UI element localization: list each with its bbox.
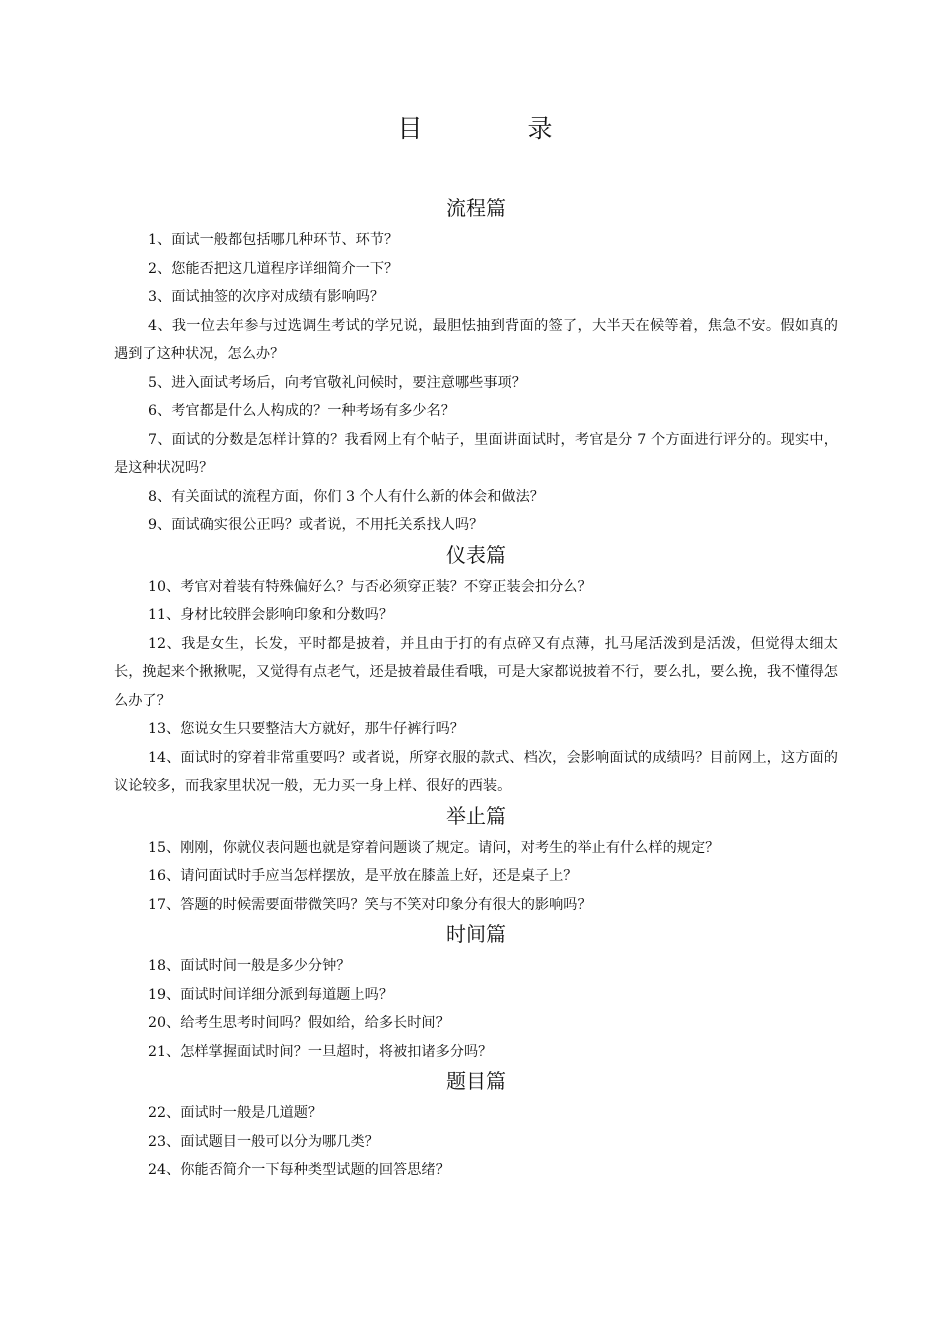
section-heading: 题目篇	[446, 1069, 506, 1093]
toc-item: 22、面试时一般是几道题？	[148, 1105, 323, 1121]
toc-item: 7、面试的分数是怎样计算的？我看网上有个帖子，里面讲面试时，考官是分 7 个方面进行评分的。现实中，是这种状况吗？	[114, 431, 838, 476]
section-appearance	[114, 540, 838, 801]
toc-item: 8、有关面试的流程方面，你们 3 个人有什么新的体会和做法？	[148, 488, 544, 505]
section-process	[114, 193, 838, 540]
toc-item: 6、考官都是什么人构成的？一种考场有多少名？	[148, 403, 455, 419]
toc-item: 24、你能否简介一下每种类型试题的回答思绪？	[148, 1162, 450, 1178]
toc-item: 5、进入面试考场后，向考官敬礼问候时，要注意哪些事项？	[148, 374, 526, 391]
section-time	[114, 919, 838, 1066]
toc-item: 2、您能否把这几道程序详细简介一下？	[148, 260, 399, 277]
section-questions	[114, 1066, 838, 1185]
toc-item: 18、面试时间一般是多少分钟？	[148, 958, 351, 974]
page-title: 目 录	[397, 114, 593, 143]
toc-item: 13、您说女生只要整洁大方就好，那牛仔裤行吗？	[148, 721, 464, 737]
section-heading: 仪表篇	[446, 542, 506, 567]
toc-item: 12、我是女生，长发，平时都是披着，并且由于打的有点碎又有点薄，扎马尾活泼到是活泼，但觉得太细太长，挽起来个揪揪呢，又觉得有点老气，还是披着最佳看哦，可是大家都说披着不行，要么扎，要么挽，我不懂得怎么办了？	[114, 635, 838, 709]
toc-item: 4、我一位去年参与过选调生考试的学兄说，最胆怯抽到背面的签了，大半天在候等着，焦急不安。假如真的遇到了这种状况，怎么办？	[114, 317, 838, 362]
toc-item: 19、面试时间详细分派到每道题上吗？	[148, 986, 394, 1003]
toc-item: 21、怎样掌握面试时间？一旦超时，将被扣诸多分吗？	[148, 1043, 493, 1060]
section-behavior	[114, 801, 838, 920]
section-heading: 举止篇	[446, 803, 506, 828]
toc-item: 15、刚刚，你就仪表问题也就是穿着问题谈了规定。请问，对考生的举止有什么样的规定？	[148, 839, 720, 856]
toc-item: 9、面试确实很公正吗？或者说，不用托关系找人吗？	[148, 517, 484, 533]
toc-item: 10、考官对着装有特殊偏好么？与否必须穿正装？不穿正装会扣分么？	[148, 578, 592, 595]
section-heading: 时间篇	[446, 922, 506, 946]
toc-item: 1、面试一般都包括哪几种环节、环节？	[148, 232, 399, 248]
toc-item: 14、面试时的穿着非常重要吗？或者说，所穿衣服的款式、档次，会影响面试的成绩吗？目前网上，这方面的议论较多，而我家里状况一般，无力买一身上样、很好的西装。	[114, 749, 838, 794]
toc-item: 20、给考生思考时间吗？假如给，给多长时间？	[148, 1015, 450, 1031]
table-of-contents	[114, 193, 838, 1185]
toc-item: 3、面试抽签的次序对成绩有影响吗？	[148, 289, 385, 305]
toc-item: 23、面试题目一般可以分为哪几类？	[148, 1133, 379, 1150]
section-heading: 流程篇	[446, 196, 506, 220]
toc-item: 11、身材比较胖会影响印象和分数吗？	[148, 607, 394, 623]
toc-item: 16、请问面试时手应当怎样摆放，是平放在膝盖上好，还是桌子上？	[148, 868, 578, 884]
toc-item: 17、答题的时候需要面带微笑吗？笑与不笑对印象分有很大的影响吗？	[148, 896, 592, 913]
